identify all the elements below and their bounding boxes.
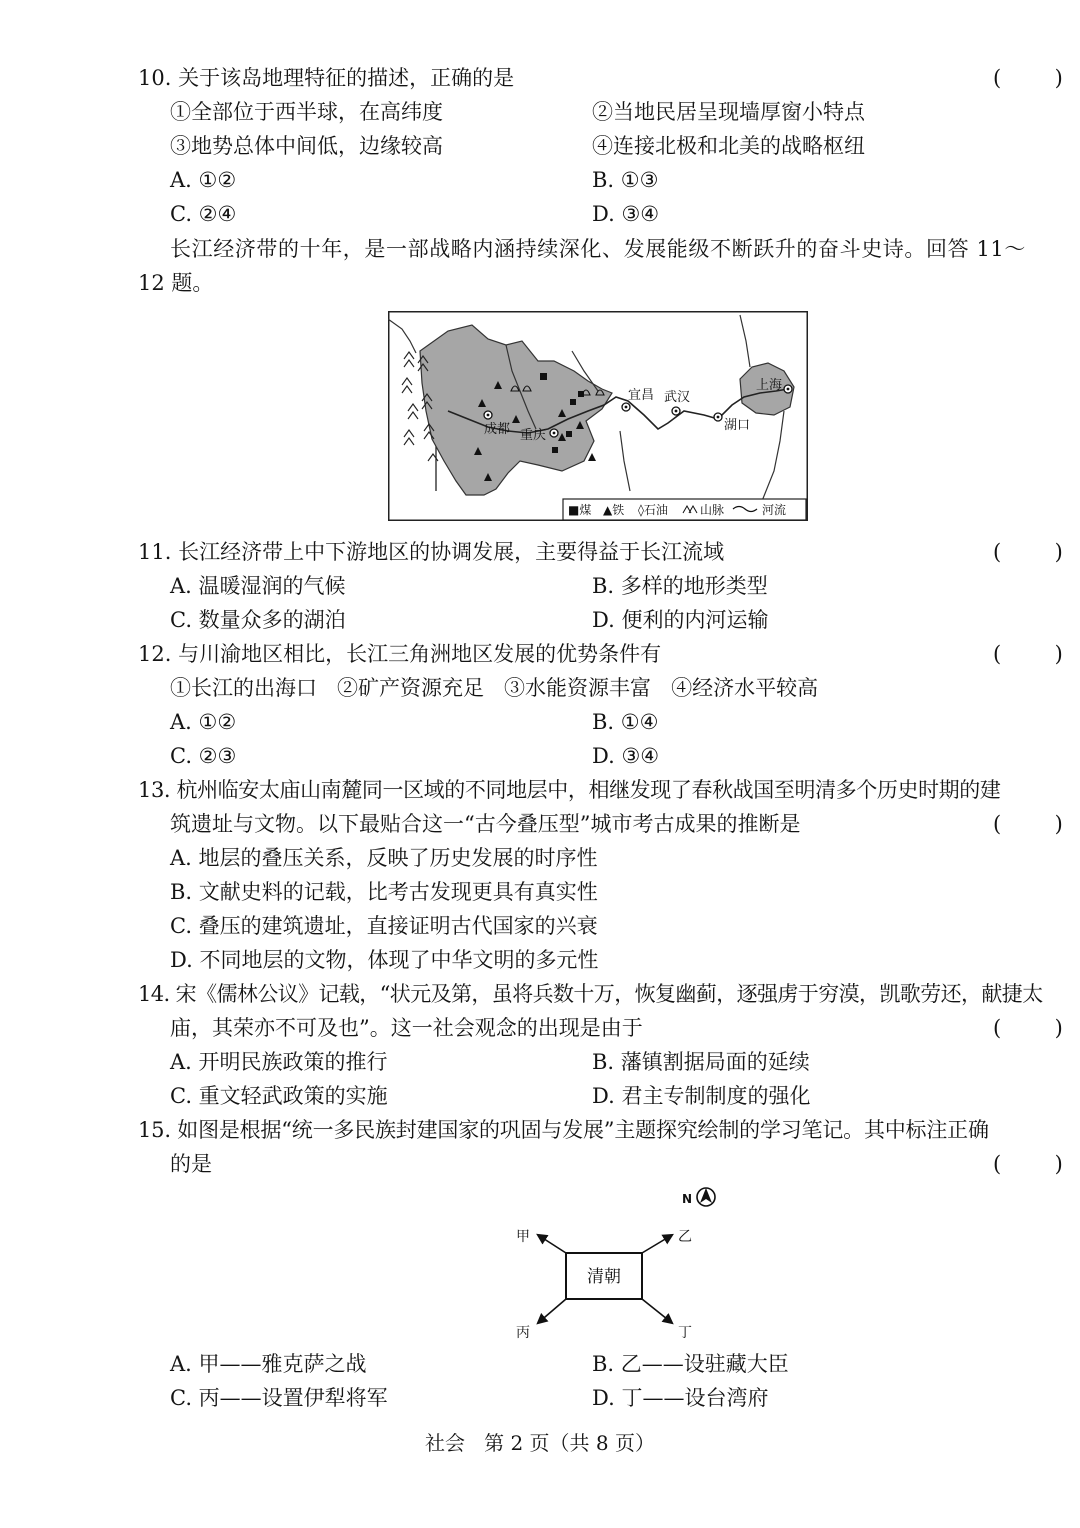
city-yichang: 宜昌 — [628, 388, 655, 403]
q10-statement-1: ①全部位于西半球，在高纬度 — [170, 100, 443, 124]
arrow-sw — [538, 1299, 566, 1323]
q11-stem: 11. 长江经济带上中下游地区的协调发展，主要得益于长江流域 — [138, 540, 725, 564]
q13-answer-bracket: ( ) — [993, 812, 1063, 836]
q11-option-d: D. 便利的内河运输 — [592, 608, 769, 632]
qing-dynasty-diagram — [500, 1183, 740, 1343]
arrow-se — [642, 1299, 672, 1323]
legend-coal: ■煤 — [568, 503, 592, 517]
q13-option-a: A. 地层的叠压关系，反映了历史发展的时序性 — [170, 846, 598, 870]
q14-answer-bracket: ( ) — [993, 1016, 1063, 1040]
q12-option-c: C. ②③ — [170, 744, 237, 768]
q15-option-a: A. 甲——雅克萨之战 — [170, 1352, 367, 1376]
q14-option-a: A. 开明民族政策的推行 — [170, 1050, 388, 1074]
q10-option-a: A. ①② — [170, 168, 237, 192]
legend-oil: ◊石油 — [638, 503, 668, 517]
q14-stem-line-2: 庙，其荣亦不可及也”。这一社会观念的出现是由于 — [170, 1016, 643, 1040]
q10-stem: 10. 关于该岛地理特征的描述，正确的是 — [138, 66, 515, 90]
legend-river: 河流 — [762, 503, 787, 517]
city-wuhan: 武汉 — [664, 390, 691, 405]
q12-answer-bracket: ( ) — [993, 642, 1063, 666]
label-bing: 丙 — [516, 1325, 530, 1341]
q11-option-b: B. 多样的地形类型 — [592, 574, 768, 598]
q15-option-b: B. 乙——设驻藏大臣 — [592, 1352, 789, 1376]
intro-line-2: 12 题。 — [138, 271, 214, 295]
q12-option-a: A. ①② — [170, 710, 237, 734]
arrow-nw — [538, 1235, 566, 1253]
q10-answer-bracket: ( ) — [993, 66, 1063, 90]
q12-option-d: D. ③④ — [592, 744, 660, 768]
q10-option-b: B. ①③ — [592, 168, 659, 192]
q14-option-c: C. 重文轻武政策的实施 — [170, 1084, 388, 1108]
city-chengdu: 成都 — [484, 422, 511, 437]
q15-answer-bracket: ( ) — [993, 1152, 1063, 1176]
q12-option-b: B. ①④ — [592, 710, 659, 734]
q13-option-d: D. 不同地层的文物，体现了中华文明的多元性 — [170, 948, 599, 972]
north-label: N — [682, 1192, 693, 1206]
q13-option-c: C. 叠压的建筑遗址，直接证明古代国家的兴衰 — [170, 914, 598, 938]
q15-stem-line-1: 15. 如图是根据“统一多民族封建国家的巩固与发展”主题探究绘制的学习笔记。其中标注正确 — [138, 1118, 989, 1142]
q10-statement-3: ③地势总体中间低，边缘较高 — [170, 134, 443, 158]
intro-line-1: 长江经济带的十年，是一部战略内涵持续深化、发展能级不断跃升的奋斗史诗。回答 11～ — [170, 237, 1026, 261]
q14-stem-line-1: 14. 宋《儒林公议》记载，“状元及第，虽将兵数十万，恢复幽蓟，逐强虏于穷漠，凯歌劳还，献捷太 — [138, 982, 1043, 1006]
q10-option-d: D. ③④ — [592, 202, 660, 226]
yangtze-map — [388, 311, 808, 521]
q12-stem: 12. 与川渝地区相比，长江三角洲地区发展的优势条件有 — [138, 642, 662, 666]
q11-option-a: A. 温暖湿润的气候 — [170, 574, 346, 598]
label-jia: 甲 — [516, 1229, 530, 1245]
city-shanghai: 上海 — [756, 378, 783, 393]
q13-stem-line-2: 筑遗址与文物。以下最贴合这一“古今叠压型”城市考古成果的推断是 — [170, 812, 801, 836]
label-yi: 乙 — [678, 1229, 692, 1245]
q10-option-c: C. ②④ — [170, 202, 237, 226]
q12-statements: ①长江的出海口 ②矿产资源充足 ③水能资源丰富 ④经济水平较高 — [170, 676, 819, 700]
q13-stem-line-1: 13. 杭州临安太庙山南麓同一区域的不同地层中，相继发现了春秋战国至明清多个历史时期的建 — [138, 778, 1001, 802]
q13-option-b: B. 文献史料的记载，比考古发现更具有真实性 — [170, 880, 598, 904]
legend-iron: ▲铁 — [603, 503, 625, 517]
arrow-ne — [642, 1235, 672, 1253]
q10-statement-4: ④连接北极和北美的战略枢纽 — [592, 134, 865, 158]
q15-option-d: D. 丁——设台湾府 — [592, 1386, 769, 1410]
q14-option-d: D. 君主专制制度的强化 — [592, 1084, 811, 1108]
label-ding: 丁 — [678, 1325, 692, 1341]
q14-option-b: B. 藩镇割据局面的延续 — [592, 1050, 810, 1074]
q15-option-c: C. 丙——设置伊犁将军 — [170, 1386, 388, 1410]
page-footer: 社会 第 2 页（共 8 页） — [425, 1431, 655, 1455]
q11-answer-bracket: ( ) — [993, 540, 1063, 564]
q11-option-c: C. 数量众多的湖泊 — [170, 608, 346, 632]
city-hukou: 湖口 — [724, 418, 751, 433]
center-label: 清朝 — [587, 1267, 621, 1287]
q10-statement-2: ②当地民居呈现墙厚窗小特点 — [592, 100, 865, 124]
north-arrow-needle — [700, 1188, 712, 1203]
legend-mountain: 山脉 — [700, 503, 725, 517]
city-chongqing: 重庆 — [520, 428, 547, 443]
q15-stem-line-2: 的是 — [170, 1152, 212, 1176]
